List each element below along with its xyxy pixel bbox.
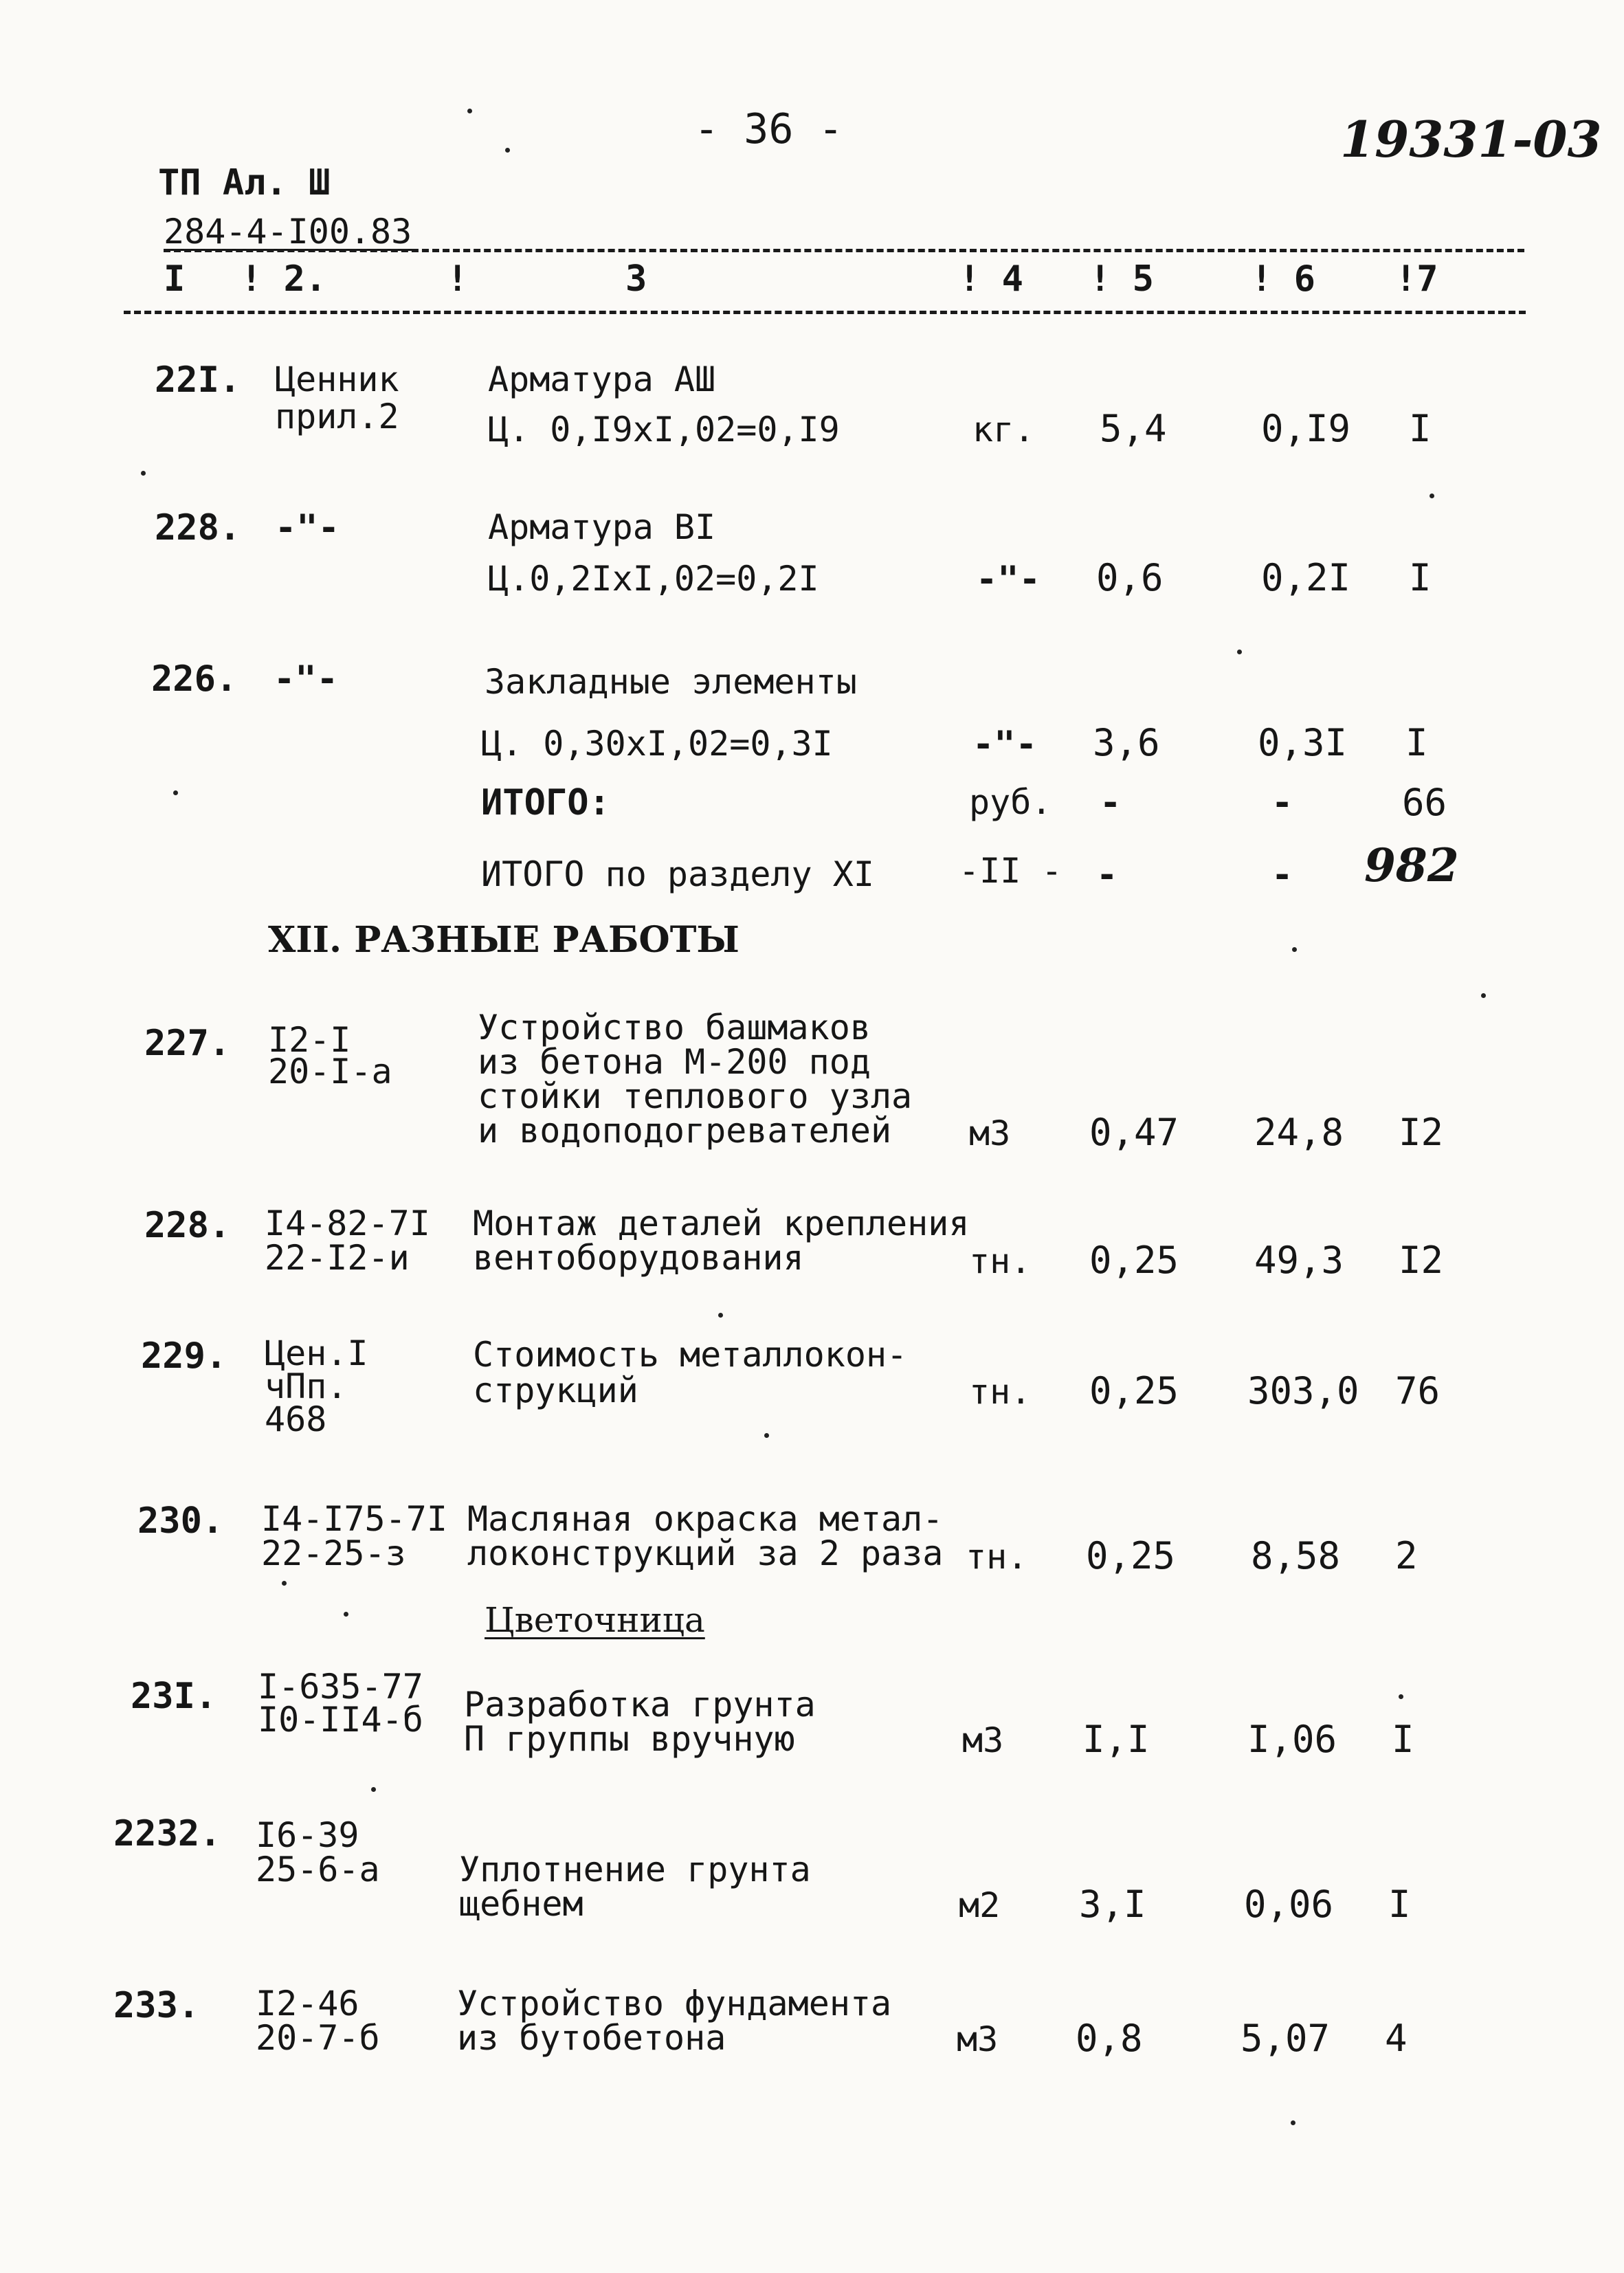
- table-row-qty: 5,4: [1100, 407, 1167, 450]
- scan-speck: [1481, 993, 1486, 998]
- total-label: ИТОГО:: [481, 782, 610, 823]
- table-row-desc: Закладные элементы: [485, 662, 857, 702]
- page-number: - 36 -: [694, 105, 843, 153]
- table-row-no: 228.: [144, 1205, 231, 1246]
- total-qty: -: [1100, 782, 1122, 823]
- table-row-desc: Масляная окраска метал- локонструкций за 2 раза: [467, 1499, 944, 1573]
- scan-speck: [282, 1581, 287, 1586]
- table-row-desc: Уплотнение грунта щебнем: [459, 1850, 811, 1924]
- scan-speck: [1430, 494, 1434, 498]
- table-row-no: 226.: [151, 658, 238, 700]
- scan-speck: [141, 471, 146, 476]
- table-row-qty: 0,47: [1089, 1111, 1179, 1154]
- scan-speck: [764, 1433, 769, 1438]
- table-row-no: 22I.: [155, 359, 241, 401]
- table-row-price: 0,06: [1244, 1883, 1334, 1926]
- table-row-total: 2: [1395, 1534, 1418, 1577]
- table-row-unit: м3: [962, 1720, 1004, 1760]
- table-row-code: -"-: [274, 658, 338, 700]
- table-row-qty: 0,25: [1089, 1239, 1179, 1282]
- table-row-total: 76: [1395, 1369, 1441, 1412]
- section-total-unit: -II -: [959, 851, 1063, 891]
- table-row-unit: кг.: [972, 410, 1035, 450]
- section-total-price: -: [1271, 854, 1293, 896]
- col-3-header: 3: [625, 258, 647, 300]
- header-rule-top: [164, 249, 1524, 252]
- table-row-no: 230.: [137, 1500, 224, 1542]
- table-row-total: I: [1405, 721, 1428, 764]
- table-row-no: 233.: [113, 1985, 200, 2026]
- table-row-total: I: [1409, 556, 1432, 599]
- table-row-desc: Арматура АШ: [488, 359, 716, 399]
- table-row-no: 227.: [144, 1023, 231, 1064]
- col-2-header: ! 2.: [241, 258, 327, 300]
- album-label: ТП Ал. Ш: [158, 162, 331, 203]
- col-1-header: I: [164, 258, 186, 300]
- table-row-formula: Ц. 0,I9xI,02=0,I9: [488, 410, 840, 450]
- table-row-no: 23I.: [131, 1676, 217, 1717]
- table-row-total: I: [1392, 1718, 1414, 1761]
- table-row-desc: Разработка грунта П группы вручную: [464, 1685, 816, 1759]
- col-5-header: ! 5: [1089, 258, 1154, 300]
- table-row-unit: -"-: [976, 559, 1041, 600]
- table-row-unit: тн.: [966, 1537, 1028, 1577]
- total-unit: руб.: [969, 782, 1052, 822]
- table-row-price: 0,I9: [1261, 407, 1351, 450]
- section-title: XII. РАЗНЫЕ РАБОТЫ: [268, 919, 739, 961]
- table-row-price: 8,58: [1251, 1534, 1341, 1577]
- table-row-price: 0,2I: [1261, 556, 1351, 599]
- table-row-unit: тн.: [969, 1372, 1032, 1412]
- table-row-desc: Устройство фундамента из бутобетона: [457, 1984, 892, 2058]
- table-row-qty: 3,I: [1079, 1883, 1146, 1926]
- table-row-desc: Монтаж деталей крепления вентоборудования: [473, 1204, 970, 1278]
- table-row-qty: 0,8: [1076, 2017, 1143, 2060]
- col-sep: !: [447, 258, 469, 300]
- table-row-unit: -"-: [972, 724, 1037, 765]
- document-code: 19331-03: [1340, 110, 1602, 168]
- table-row-code: I6-39 25-6-а: [256, 1815, 380, 1889]
- table-row-unit: тн.: [969, 1241, 1032, 1281]
- table-row-formula: Ц. 0,30xI,02=0,3I: [481, 724, 833, 764]
- table-row-desc: Устройство башмаков из бетона М-200 под стойки теплового узла и водоподогревателей: [478, 1008, 913, 1151]
- table-row-desc: Стоимость металлокон- струкций: [473, 1335, 908, 1410]
- table-row-total: I: [1388, 1883, 1411, 1926]
- table-row-code: I-635-77 I0-II4-б: [258, 1667, 423, 1740]
- section-total-qty: -: [1096, 854, 1118, 896]
- table-row-code: Ценник прил.2: [275, 359, 399, 436]
- scan-speck: [173, 790, 178, 795]
- section-total-value: 982: [1364, 839, 1459, 892]
- table-row-unit: м3: [957, 2019, 999, 2059]
- table-row-no: 228.: [155, 507, 241, 548]
- scan-speck: [718, 1313, 723, 1318]
- table-row-total: I2: [1399, 1239, 1444, 1282]
- scan-speck: [1292, 947, 1297, 952]
- col-7-header: !7: [1395, 258, 1438, 300]
- table-row-code: Цен.I чПп. 468: [265, 1333, 368, 1439]
- table-row-qty: I,I: [1082, 1718, 1150, 1761]
- total-price: -: [1271, 782, 1293, 823]
- table-row-no: 229.: [141, 1335, 227, 1377]
- table-row-price: 303,0: [1247, 1369, 1359, 1412]
- table-row-price: 24,8: [1254, 1111, 1344, 1154]
- table-row-price: I,06: [1247, 1718, 1337, 1761]
- col-4-header: ! 4: [959, 258, 1023, 300]
- scan-speck: [1291, 2120, 1295, 2125]
- scan-speck: [371, 1787, 376, 1792]
- series-code: 284-4-I00.83: [164, 212, 412, 252]
- table-row-no: 2232.: [113, 1813, 221, 1854]
- section-total-label: ИТОГО по разделу XI: [481, 854, 874, 894]
- table-row-code: I4-I75-7I 22-25-з: [261, 1499, 447, 1573]
- total-value: 66: [1402, 781, 1447, 824]
- table-row-total: I2: [1399, 1111, 1444, 1154]
- scan-speck: [505, 148, 510, 153]
- table-row-price: 0,3I: [1258, 721, 1348, 764]
- table-row-qty: 3,6: [1093, 721, 1160, 764]
- col-6-header: ! 6: [1251, 258, 1315, 300]
- subsection-title: Цветочница: [485, 1600, 705, 1640]
- scan-speck: [1399, 1694, 1403, 1699]
- table-row-price: 5,07: [1241, 2017, 1331, 2060]
- table-row-unit: м2: [959, 1885, 1001, 1925]
- table-row-code: I2-46 20-7-б: [256, 1984, 380, 2058]
- table-row-total: 4: [1385, 2017, 1408, 2060]
- table-row-qty: 0,6: [1096, 556, 1164, 599]
- table-row-code: -"-: [275, 507, 340, 548]
- table-row-qty: 0,25: [1086, 1534, 1176, 1577]
- table-row-formula: Ц.0,2IxI,02=0,2I: [488, 559, 819, 599]
- table-row-desc: Арматура BI: [488, 507, 716, 547]
- scan-speck: [344, 1612, 348, 1617]
- table-row-code: I2-I 20-I-а: [268, 1020, 392, 1091]
- table-row-qty: 0,25: [1089, 1369, 1179, 1412]
- table-row-unit: м3: [969, 1113, 1011, 1153]
- table-row-code: I4-82-7I 22-I2-и: [265, 1204, 430, 1278]
- header-rule-bottom: [124, 311, 1526, 314]
- table-row-price: 49,3: [1254, 1239, 1344, 1282]
- table-row-total: I: [1409, 407, 1432, 450]
- scan-speck: [467, 109, 472, 113]
- scan-speck: [1237, 650, 1242, 654]
